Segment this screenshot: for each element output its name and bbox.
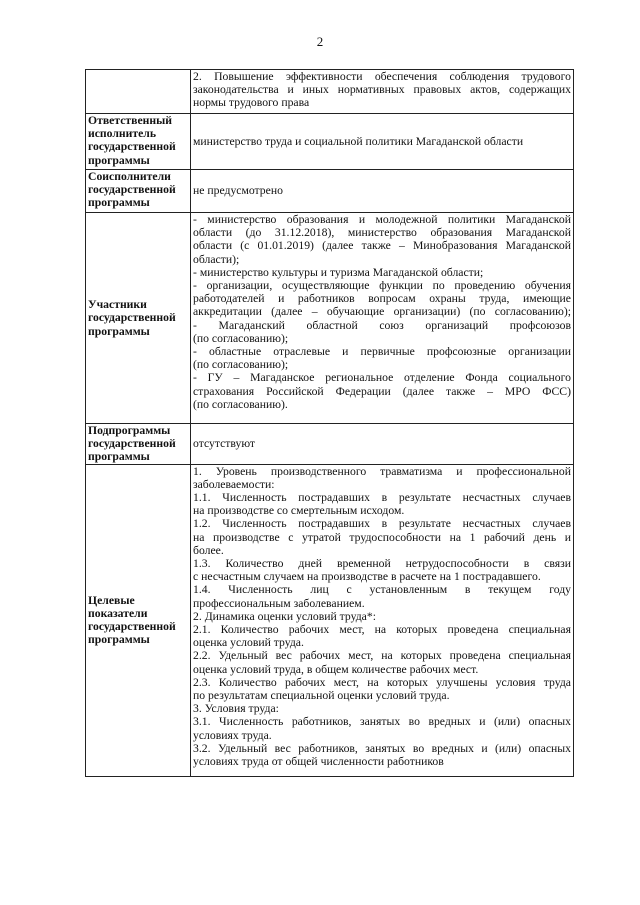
value-line: условиях труда.: [193, 728, 272, 742]
value-line: - Магаданский областной союз организаций профсоюзов: [193, 318, 571, 332]
row-label: [86, 213, 191, 424]
label-line: программы: [88, 633, 150, 647]
label-line: показатели: [88, 606, 148, 620]
value-line: (по согласованию).: [193, 397, 288, 411]
label-line: исполнитель: [88, 127, 157, 141]
value-line: работодателей и работников вопросам охраны труда, имеющие: [193, 292, 571, 306]
value-line: 3.2. Удельный вес работников, занятых во вредных и (или) опасных: [193, 741, 571, 755]
label-line: программы: [88, 153, 150, 167]
value-line: (по согласованию);: [193, 358, 289, 372]
goal-continuation-row: [86, 70, 574, 114]
value-line: аккредитации (далее – обучающие организации) (по согласованию);: [193, 305, 571, 319]
label-line: Подпрограммы: [88, 424, 171, 437]
value-line: 2. Повышение эффективности обеспечения соблюдения трудового: [193, 70, 571, 83]
value-line: 2. Динамика оценки условий труда*:: [193, 609, 376, 623]
value-line: нормы трудового права: [193, 96, 310, 110]
value-line: 3.1. Численность работников, занятых во вредных и (или) опасных: [193, 715, 571, 729]
label-line: Целевые: [88, 593, 135, 607]
value-line: с несчастным случаем на производстве в расчете на 1 пострадавшего.: [193, 570, 541, 584]
row-value: [191, 464, 574, 776]
subprograms-row: [86, 424, 574, 465]
value-line: отсутствуют: [193, 437, 256, 451]
value-line: области (с 01.01.2019) (далее также – Минобразования Магаданской: [193, 239, 571, 253]
label-line: программы: [88, 196, 150, 210]
program-passport-table: [85, 69, 574, 777]
row-label: [86, 70, 191, 114]
value-line: 1.1. Численность пострадавших в результате несчастных случаев: [193, 491, 571, 505]
value-line: не предусмотрено: [193, 184, 283, 198]
value-line: условиях труда от общей численности работников: [193, 755, 444, 769]
row-value: [191, 114, 574, 170]
value-line: оценка условий труда.: [193, 636, 304, 650]
page-number: 2: [316, 34, 324, 49]
value-line: - областные отраслевые и первичные профсоюзные организации: [193, 345, 571, 359]
label-line: государственной: [88, 183, 176, 197]
label-line: Соисполнители: [88, 170, 171, 183]
label-line: Участники: [88, 298, 147, 312]
row-value: [191, 170, 574, 213]
value-line: 3. Условия труда:: [193, 702, 279, 716]
value-line: по результатам специальной оценки условий труда.: [193, 689, 450, 703]
value-line: министерство труда и социальной политики Магаданской области: [193, 134, 524, 148]
passport-table-body: [86, 70, 574, 777]
value-line: на производстве со смертельным исходом.: [193, 504, 405, 518]
label-line: программы: [88, 324, 150, 338]
value-line: - министерство образования и молодежной политики Магаданской: [193, 213, 571, 226]
value-line: заболеваемости:: [193, 477, 275, 491]
label-line: государственной: [88, 140, 176, 154]
value-line: более.: [193, 543, 224, 557]
label-line: государственной: [88, 437, 176, 451]
responsible-executor-row: [86, 114, 574, 170]
value-line: - организации, осуществляющие функции по проведению обучения: [193, 279, 571, 293]
value-line: законодательства и иных нормативных правовых актов, содержащих: [193, 83, 571, 97]
value-line: - ГУ – Магаданское региональное отделение Фонда социального: [193, 371, 571, 385]
row-value: [191, 424, 574, 465]
value-line: профессиональным заболеванием.: [193, 596, 365, 610]
co-executors-row: [86, 170, 574, 213]
value-line: на производстве с утратой трудоспособности на 1 рабочий день и: [193, 530, 571, 544]
label-line: государственной: [88, 311, 176, 325]
label-line: программы: [88, 450, 150, 464]
target-indicators-row: [86, 464, 574, 776]
row-value: [191, 213, 574, 424]
value-line: области (до 31.12.2018), министерство образования Магаданской: [193, 226, 571, 240]
value-line: 1.4. Численность лиц с установленным в текущем году: [193, 583, 571, 597]
label-line: Ответственный: [88, 114, 172, 127]
value-line: области);: [193, 252, 240, 266]
row-label: [86, 464, 191, 776]
value-line: - министерство культуры и туризма Магаданской области;: [193, 265, 484, 279]
value-line: 1. Уровень производственного травматизма и профессиональной: [193, 464, 571, 478]
label-line: государственной: [88, 620, 176, 634]
row-label: [86, 170, 191, 213]
value-line: 1.3. Количество дней временной нетрудоспособности в связи: [193, 557, 571, 571]
row-label: [86, 114, 191, 170]
value-line: 2.3. Количество рабочих мест, на которых улучшены условия труда: [193, 675, 571, 689]
value-line: оценка условий труда, в общем количестве рабочих мест.: [193, 662, 479, 676]
participants-row: [86, 213, 574, 424]
value-line: страхования Российской Федерации (далее также – МРО ФСС): [193, 384, 571, 398]
value-line: 2.1. Количество рабочих мест, на которых проведена специальная: [193, 623, 571, 637]
row-value: [191, 70, 574, 114]
row-label: [86, 424, 191, 465]
value-line: 2.2. Удельный вес рабочих мест, на которых проведена специальная: [193, 649, 571, 663]
value-line: (по согласованию);: [193, 331, 289, 345]
value-line: 1.2. Численность пострадавших в результате несчастных случаев: [193, 517, 571, 531]
